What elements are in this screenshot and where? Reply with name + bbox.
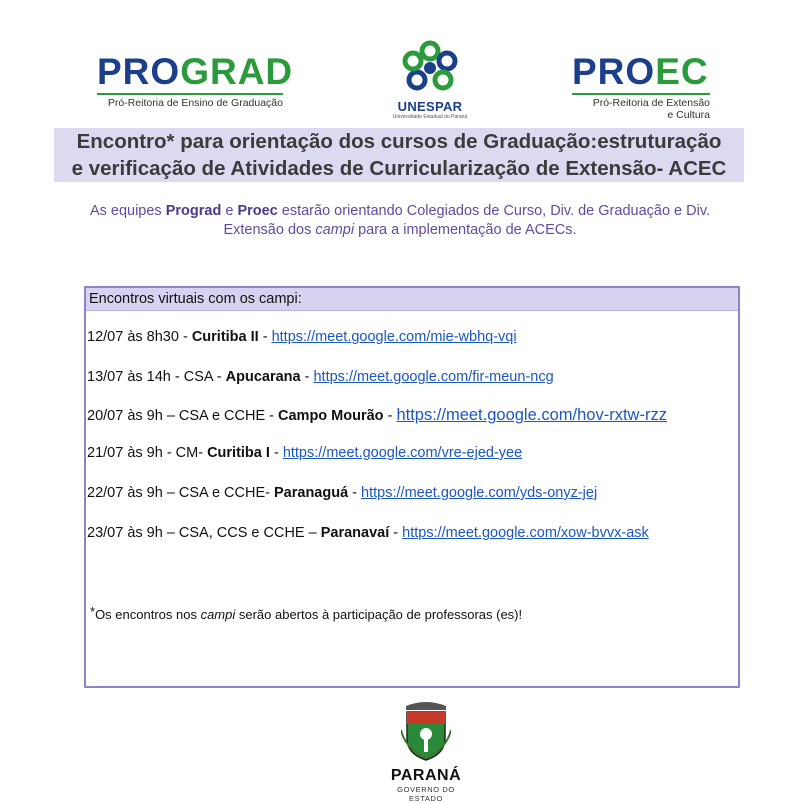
intro-paragraph (40, 202, 760, 240)
unespar-emblem-icon (398, 40, 462, 96)
prograd-logo (97, 51, 294, 109)
meetings-box-heading: Encontros virtuais com os campi: (86, 288, 738, 311)
footnote: *Os encontros nos campi serão abertos à participação de professoras (es)! (90, 604, 523, 622)
meet-link[interactable]: https://meet.google.com/yds-onyz-jej (361, 485, 598, 501)
proec-logo (572, 52, 710, 121)
meet-link[interactable]: https://meet.google.com/xow-bvvx-ask (402, 525, 649, 541)
prograd-logo-subtitle: Pró-Reitoria de Ensino de Graduação (107, 97, 283, 109)
proec-logo-word: PROEC (572, 51, 709, 92)
page-title (54, 128, 744, 182)
prograd-logo-rule (97, 93, 283, 95)
list-item: 13/07 às 14h - CSA - Apucarana - https://meet.google.com/fir-meun-ncg (87, 369, 554, 385)
meet-link[interactable]: https://meet.google.com/mie-wbhq-vqi (271, 329, 517, 345)
list-item: 23/07 às 9h – CSA, CCS e CCHE – Paranavaí - https://meet.google.com/xow-bvvx-ask (87, 525, 649, 541)
parana-logo-gov: GOVERNO DO ESTADO (397, 785, 455, 803)
parana-coat-of-arms-icon (401, 700, 451, 762)
proec-logo-subtitle: Pró-Reitoria de Extensão e Cultura (592, 97, 710, 121)
list-item: 20/07 às 9h – CSA e CCHE - Campo Mourão - https://meet.google.com/hov-rxtw-rzz (87, 406, 667, 424)
unespar-logo (385, 40, 475, 120)
unespar-logo-name: UNESPAR (397, 99, 463, 114)
parana-logo-name: PARANÁ (390, 767, 462, 784)
unespar-logo-subtitle: Universidade Estadual do Paraná (392, 114, 468, 120)
intro-line-1: As equipes Prograd e Proec estarão orientando Colegiados de Curso, Div. de Graduação e Div. (89, 203, 711, 219)
list-item: 12/07 às 8h30 - Curitiba II - https://meet.google.com/mie-wbhq-vqi (87, 329, 517, 345)
proec-logo-rule (572, 93, 710, 95)
prograd-logo-word: PROGRAD (97, 51, 294, 92)
parana-logo (380, 700, 472, 803)
page-title-line-2: e verificação de Atividades de Curricularização de Extensão- ACEC (71, 157, 727, 180)
list-item: 21/07 às 9h - CM- Curitiba I - https://meet.google.com/vre-ejed-yee (87, 445, 523, 461)
meet-link[interactable]: https://meet.google.com/fir-meun-ncg (313, 369, 554, 385)
page-title-line-1: Encontro* para orientação dos cursos de Graduação:estruturação (76, 130, 722, 153)
meet-link[interactable]: https://meet.google.com/vre-ejed-yee (282, 445, 523, 461)
intro-line-2: Extensão dos campi para a implementação de ACECs. (223, 222, 577, 238)
meet-link[interactable]: https://meet.google.com/hov-rxtw-rzz (396, 406, 667, 424)
list-item: 22/07 às 9h – CSA e CCHE- Paranaguá - https://meet.google.com/yds-onyz-jej (87, 485, 598, 501)
